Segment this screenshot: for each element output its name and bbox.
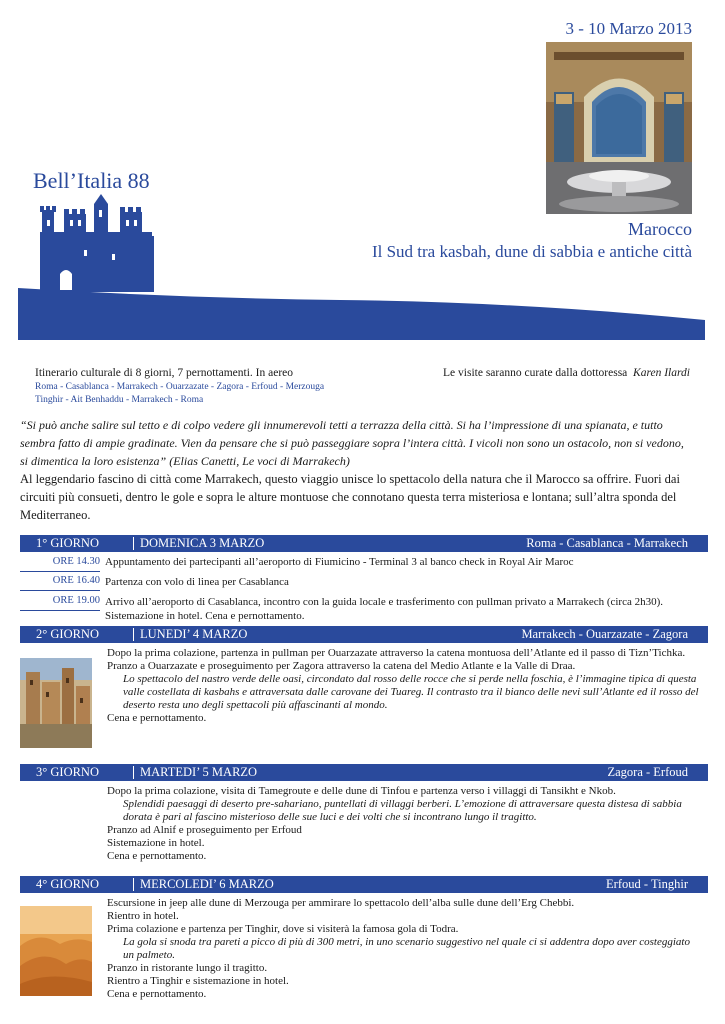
day-route: Erfoud - Tinghir — [606, 877, 688, 891]
schedule-time: ORE 14.30 — [20, 555, 100, 572]
canetti-quote: “Si può anche salire sul tetto e di colpo vedere gli innumerevoli tetti a terrazza della città. Si ha l’impressione di una spianata, e tutto sembra fatto di ampie gradinate. Vien da pensare che si può passeggiare sopra l’intera città. I vicoli non sono un ostacolo, non si vedono, si dimentica la loro esistenza” (Elias Canetti, Le voci di Marrakech) — [20, 418, 684, 468]
schedule-text: Partenza con volo di linea per Casablanca — [105, 576, 289, 588]
day-header-4 — [20, 876, 708, 893]
description-line: Prima colazione e partenza per Tinghir, dove si visiterà la famosa gola di Todra. — [107, 923, 459, 935]
day-number: 2° GIORNO — [36, 627, 99, 641]
divider — [133, 766, 134, 779]
guide-note — [380, 367, 690, 379]
day-route: Roma - Casablanca - Marrakech — [526, 536, 688, 550]
description-line: Sistemazione in hotel. — [107, 837, 205, 849]
description-italic: Splendidi paesaggi di deserto pre-sahariano, puntellati di villaggi berberi. L’emozione di attraversare questa distesa di sabbia dorata è pari al fascino misterioso delle sue luci e dei volti che si incontrano lungo il tragitto. — [123, 798, 682, 823]
day-date: DOMENICA 3 MARZO — [140, 536, 265, 550]
divider — [133, 628, 134, 641]
description-line: Rientro a Tinghir e sistemazione in hotel. — [107, 975, 289, 987]
description-italic: La gola si snoda tra pareti a picco di più di 300 metri, in uno scenario suggestivo nel quale ci si addentra dopo aver costeggiato un palmeto. — [123, 936, 690, 961]
schedule-text: Arrivo all’aeroporto di Casablanca, incontro con la guida locale e trasferimento con pullman privato a Marrakech (circa 2h30). Sistemazione in hotel. Cena e pernottamento. — [105, 596, 664, 622]
description-italic: Lo spettacolo del nastro verde delle oasi, circondato dal rosso delle rocce che si perde nella foschia, è l’immagine tipica di questa valle costellata di kasbahs e attraversata dalle carovane dei Tuareg. Il contrasto tra il bianco delle nevi sull’Atlante ed il rosso del deserto resta uno degli spettacoli più affascinanti al mondo. — [123, 673, 699, 711]
day-number: 1° GIORNO — [36, 536, 99, 550]
desert-dunes-photo — [20, 906, 92, 996]
description-line: Rientro in hotel. — [107, 910, 179, 922]
day-number: 3° GIORNO — [36, 765, 99, 779]
kasbah-photo — [20, 658, 92, 748]
trip-subtitle: Il Sud tra kasbah, dune di sabbia e antiche città — [371, 242, 692, 261]
divider — [133, 878, 134, 891]
day-3-description — [107, 785, 702, 863]
description-line: Dopo la prima colazione, partenza in pullman per Ouarzazate attraverso la catena montuosa dell’Atlante ed il passo di Tizn’Tichka. — [107, 647, 686, 659]
guide-note-prefix: Le visite saranno curate dalla dottoressa — [443, 367, 628, 379]
fountain-photo — [546, 42, 692, 214]
description-line: Cena e pernottamento. — [107, 712, 207, 724]
day-number: 4° GIORNO — [36, 877, 99, 891]
day-2-description — [107, 647, 702, 725]
description-line: Escursione in jeep alle dune di Merzouga per ammirare lo spettacolo dell’alba sulle dune dell’Erg Chebbi. — [107, 897, 575, 909]
program-heading: PROGRAMMA DI VIAGGIO — [35, 345, 224, 361]
schedule-text: Appuntamento dei partecipanti all’aeroporto di Fiumicino - Terminal 3 al banco check in Royal Air Maroc — [105, 556, 574, 568]
day-route: Marrakech - Ouarzazate - Zagora — [521, 627, 688, 641]
booking-deadline: PRENOTAZIONI ENTRO IL 19 DICEMBRE — [447, 347, 690, 362]
day-header-2 — [20, 626, 708, 643]
destination-title: Marocco — [628, 219, 692, 239]
brand-name: Bell’Italia 88 — [33, 168, 150, 193]
description-line: Pranzo ad Alnif e proseguimento per Erfoud — [107, 824, 302, 836]
description-line: Pranzo in ristorante lungo il tragitto. — [107, 962, 268, 974]
day-route: Zagora - Erfoud — [607, 765, 688, 779]
guide-name: Karen Ilardi — [633, 367, 690, 379]
trip-dates: 3 - 10 Marzo 2013 — [565, 19, 692, 38]
description-line: Cena e pernottamento. — [107, 988, 207, 1000]
description-line: Dopo la prima colazione, visita di Tamegroute e delle dune di Tinfou e partenza verso i villaggi di Tansikht e Nkob. — [107, 785, 616, 797]
day-4-description — [107, 897, 702, 1001]
castle-wave-graphic — [0, 190, 725, 340]
itinerary-summary: Itinerario culturale di 8 giorni, 7 pernottamenti. In aereo — [35, 367, 294, 379]
schedule-time: ORE 16.40 — [20, 574, 100, 591]
day-date: MARTEDI’ 5 MARZO — [140, 765, 258, 779]
divider — [133, 537, 134, 550]
day-header-3 — [20, 764, 708, 781]
description-line: Cena e pernottamento. — [107, 850, 207, 862]
day-date: MERCOLEDI’ 6 MARZO — [140, 877, 274, 891]
route-line-1: Roma - Casablanca - Marrakech - Ouarzazate - Zagora - Erfoud - Merzouga — [35, 382, 325, 392]
day-header-1 — [20, 535, 708, 552]
schedule-time: ORE 19.00 — [20, 594, 100, 611]
route-line-2: Tinghir - Ait Benhaddu - Marrakech - Roma — [35, 395, 204, 405]
description-line: Pranzo a Ouarzazate e proseguimento per Zagora attraverso la catena del Medio Atlante e la Valle di Draa. — [107, 660, 576, 672]
intro-text: Al leggendario fascino di città come Marrakech, questo viaggio unisce lo spettacolo della natura che il Marocco sa offrire. Fuori dai circuiti più consueti, dentro le gole e sopra le alture montuose che connotano questa terra misteriosa e lontana; sull’altra sponda del Mediterraneo. — [20, 472, 680, 522]
day-date: LUNEDI’ 4 MARZO — [140, 627, 248, 641]
